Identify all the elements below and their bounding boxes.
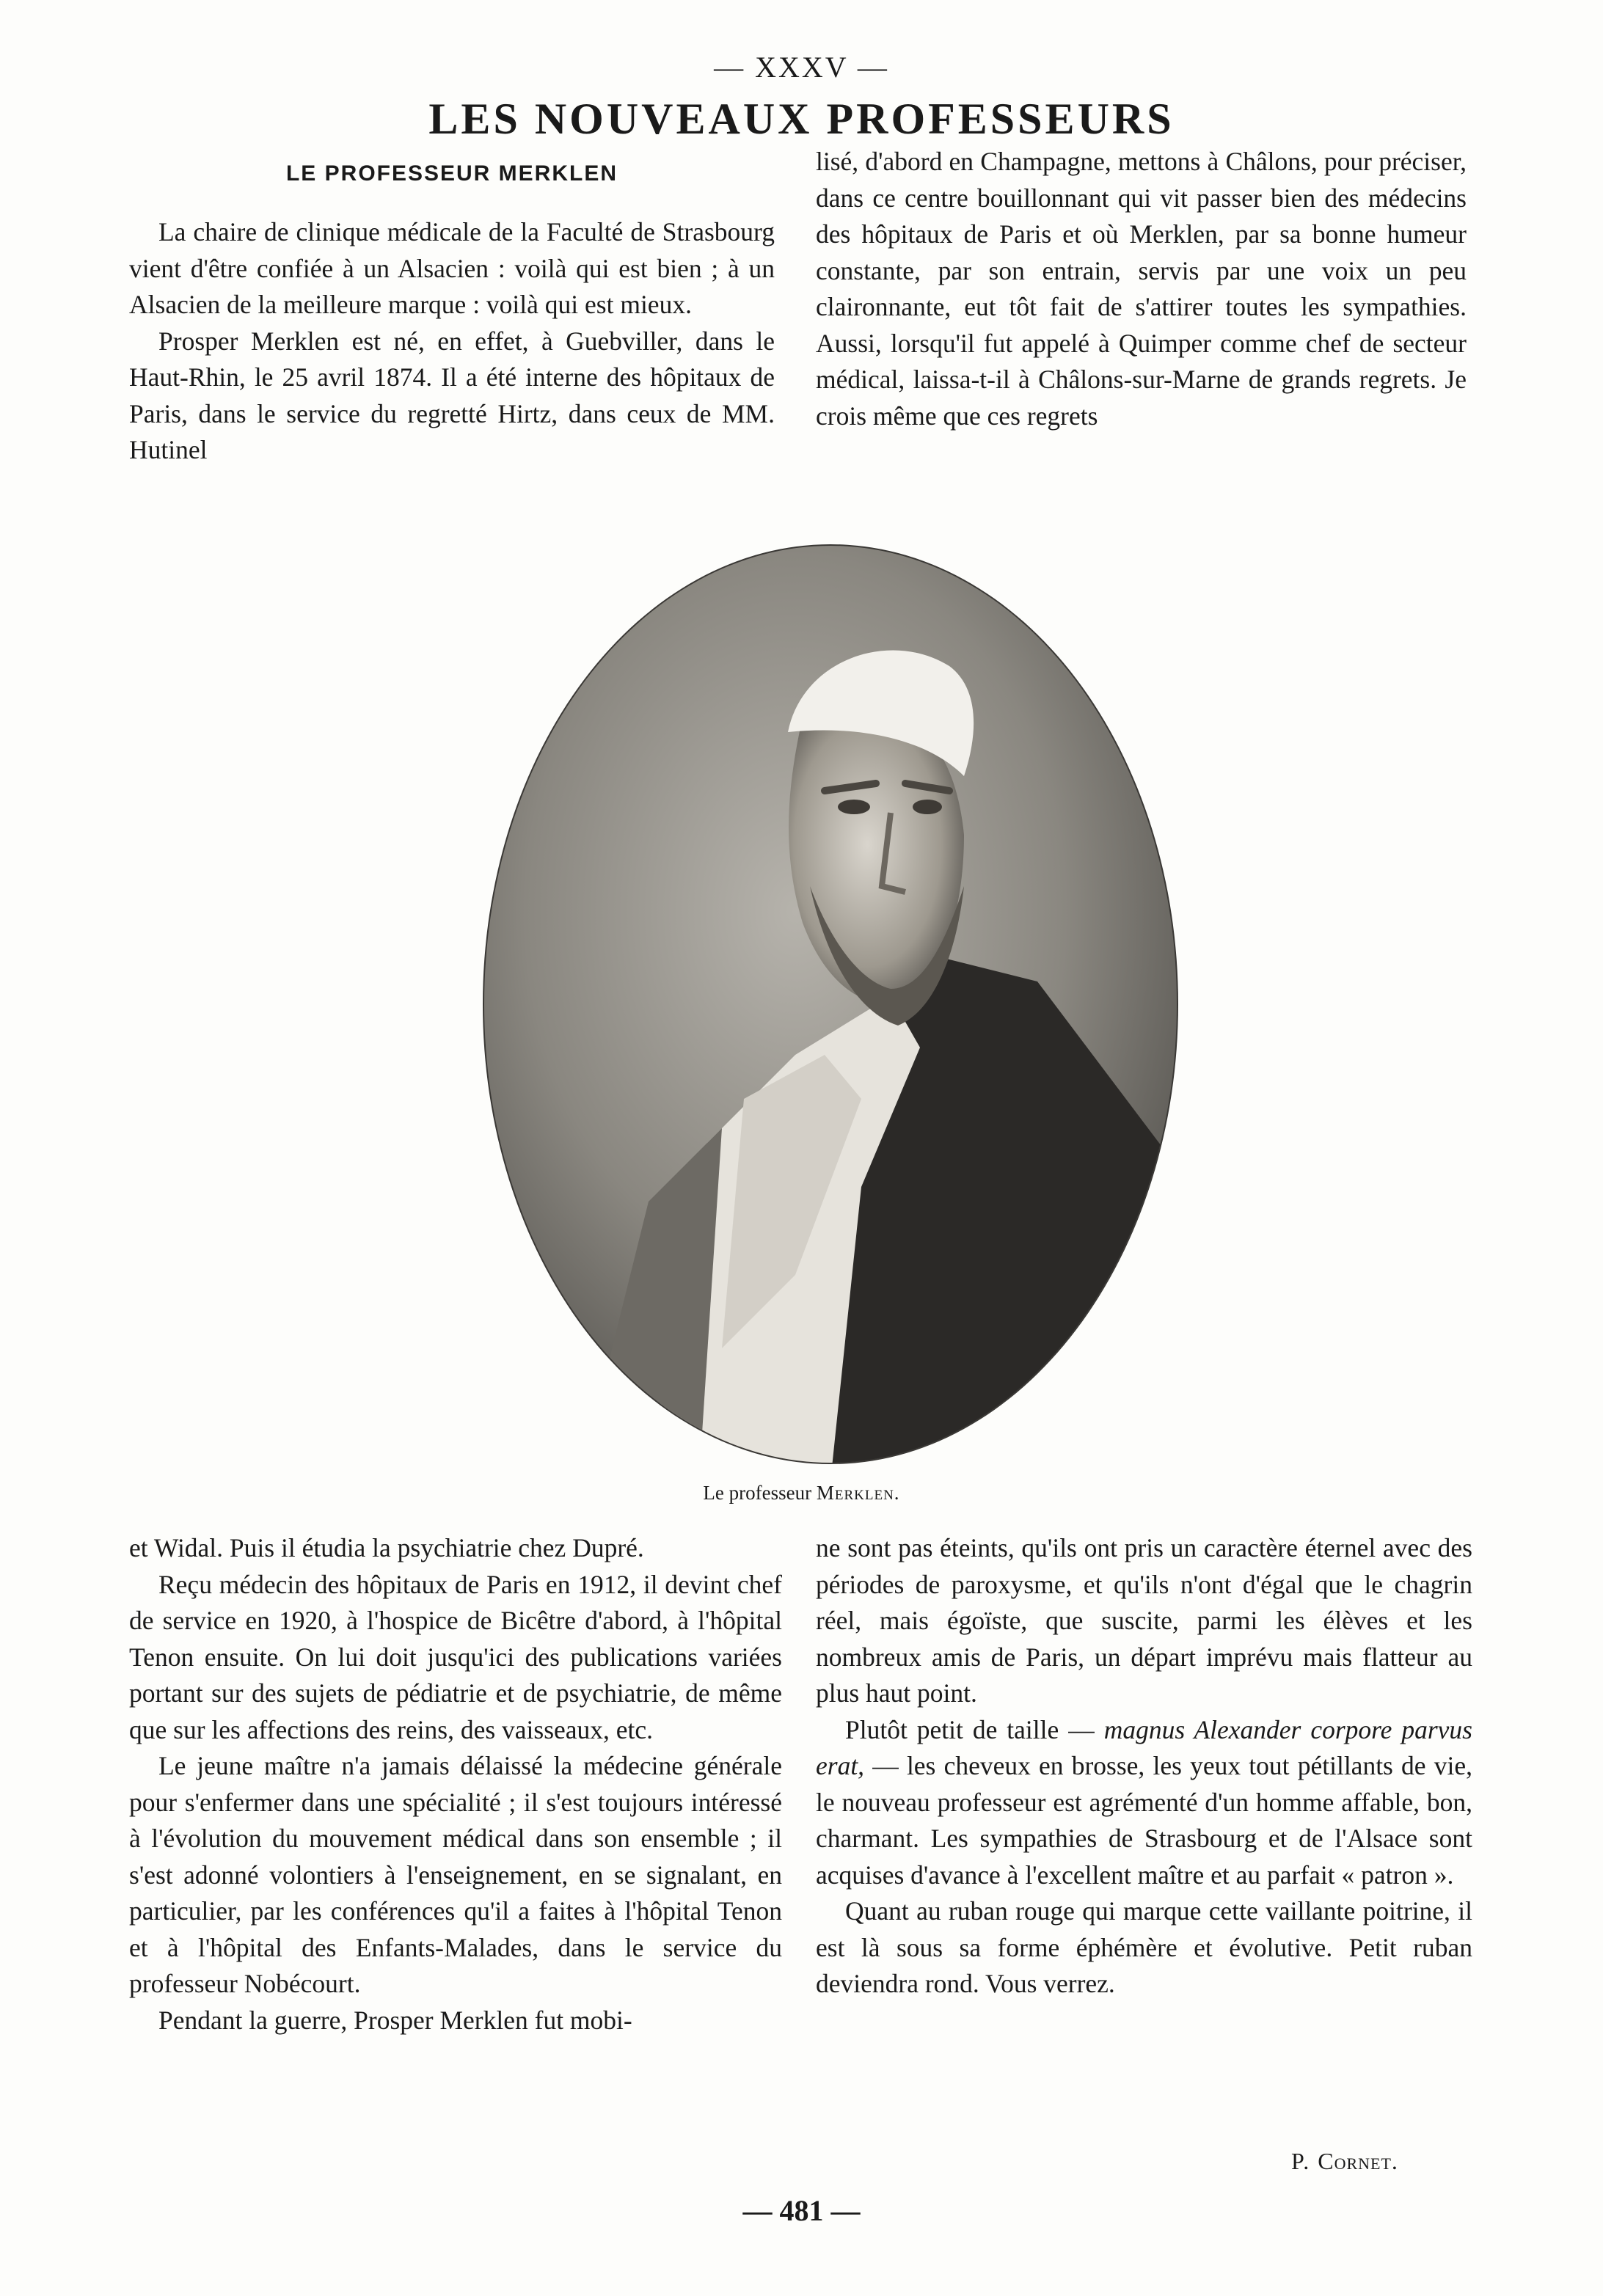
column-bottom-left bbox=[129, 1530, 782, 2039]
article-subtitle: LE PROFESSEUR MERKLEN bbox=[285, 161, 618, 186]
page-title: LES NOUVEAUX PROFESSEURS bbox=[428, 95, 1175, 143]
paragraph: La chaire de clinique médicale de la Faculté de Strasbourg vient d'être confiée à un Alsacien : voilà qui est bien ; à un Alsacien de la meilleure marque : voilà qui est mieux. bbox=[129, 217, 775, 319]
paragraph bbox=[816, 1712, 1472, 1894]
column-top-right bbox=[816, 144, 1467, 434]
paragraph: lisé, d'abord en Champagne, mettons à Châlons, pour préciser, dans ce centre bouillonnant qui vit passer bien des médecins des hôpitaux de Paris et où Merklen, par sa bonne humeur constante, par son entrain, servis par une voix un peu claironnante, eut tôt fait de s'attirer toutes les sympathies. Aussi, lorsqu'il fut appelé à Quimper comme chef de secteur médical, laissa-t-il à Châlons-sur-Marne de grands regrets. Je crois même que ces regrets bbox=[816, 147, 1467, 431]
column-bottom-right bbox=[816, 1530, 1472, 2003]
portrait-caption bbox=[0, 1482, 1603, 1505]
latin-quote: magnus Alexander corpore parvus erat, bbox=[816, 1714, 1472, 1780]
paragraph: Quant au ruban rouge qui marque cette vaillante poitrine, il est là sous sa forme éphémère et évolutive. Petit ruban deviendra rond. Vous verrez. bbox=[816, 1896, 1472, 1998]
caption-name: Merklen. bbox=[816, 1482, 900, 1504]
page-folio-top: — XXXV — bbox=[714, 51, 889, 84]
paragraph: Reçu médecin des hôpitaux de Paris en 1912, il devint chef de service en 1920, à l'hospice de Bicêtre d'abord, à l'hôpital Tenon ensuite. On lui doit jusqu'ici des publications variées portant sur des sujets de pédiatrie et de psychiatrie, de même que sur les affections des reins, des vaisseaux, etc. bbox=[129, 1569, 782, 1744]
text-run: — les cheveux en brosse, les yeux tout pétillants de vie, le nouveau professeur est agrémenté d'un homme affable, bon, charmant. Les sympathies de Strasbourg et de l'Alsace sont acquises d'avance à l'excellent maître et au parfait « patron ». bbox=[816, 1751, 1472, 1890]
signature-initial: P. bbox=[1291, 2148, 1318, 2174]
portrait-illustration bbox=[480, 541, 1181, 1467]
paragraph: Le jeune maître n'a jamais délaissé la médecine générale pour s'enfermer dans une spécialité ; il s'est toujours intéressé à l'évolution du mouvement médical dans son ensemble ; il s'est adonné volontiers à l'enseignement, en se signalant, en particulier, par les conférences qu'il a faites à l'hôpital Tenon et à l'hôpital des Enfants-Malades, dans le service du professeur Nobécourt. bbox=[129, 1751, 782, 1998]
page-number: — 481 — bbox=[742, 2194, 861, 2227]
column-top-left bbox=[129, 214, 775, 469]
paragraph: ne sont pas éteints, qu'ils ont pris un caractère éternel avec des périodes de paroxysme, et qu'ils n'ont d'égal que le chagrin réel, mais égoïste, que suscite, parmi les élèves et les nombreux amis de Paris, un départ imprévu mais flatteur au plus haut point. bbox=[816, 1533, 1472, 1708]
paragraph: et Widal. Puis il étudia la psychiatrie chez Dupré. bbox=[129, 1533, 644, 1562]
paragraph: Pendant la guerre, Prosper Merklen fut mobi- bbox=[158, 2005, 632, 2035]
author-signature bbox=[1291, 2148, 1398, 2175]
caption-prefix: Le professeur bbox=[703, 1482, 817, 1504]
signature-name: Cornet. bbox=[1318, 2148, 1398, 2174]
paragraph: Prosper Merklen est né, en effet, à Guebviller, dans le Haut-Rhin, le 25 avril 1874. Il a été interne des hôpitaux de Paris, dans le service du regretté Hirtz, dans ceux de MM. Hutinel bbox=[129, 326, 775, 464]
portrait-photo bbox=[480, 541, 1181, 1467]
text-run: Plutôt petit de taille — bbox=[845, 1714, 1104, 1744]
